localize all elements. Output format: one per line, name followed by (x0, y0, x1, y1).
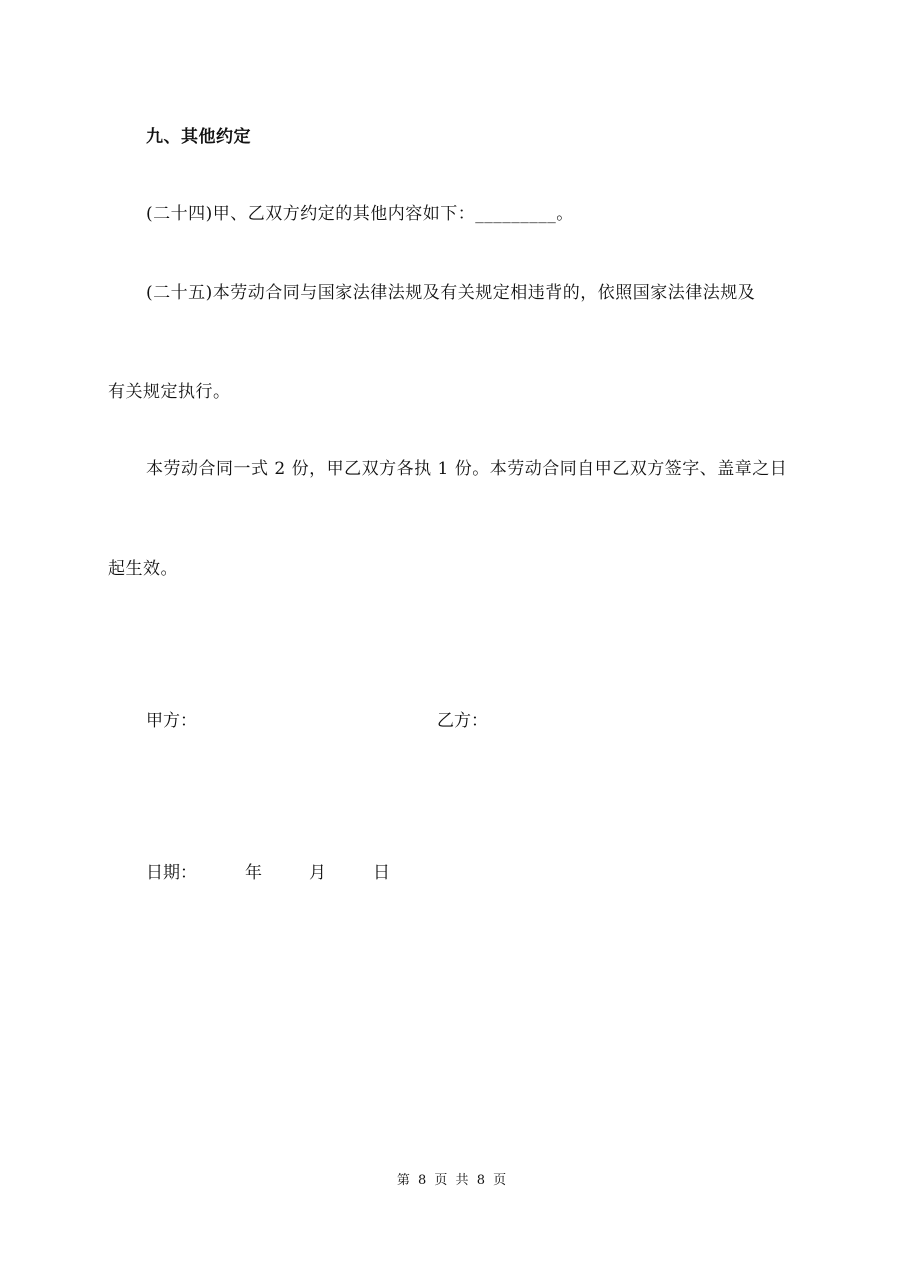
party-b-label: 乙方： (437, 711, 488, 731)
year-label: 年 (245, 863, 262, 883)
paragraph-24: (二十四)甲、乙双方约定的其他内容如下：_________。 (146, 204, 574, 224)
date-label: 日期： (146, 863, 197, 883)
day-label: 日 (373, 863, 390, 883)
paragraph-25-line-1: (二十五)本劳动合同与国家法律法规及有关规定相违背的，依照国家法律法规及 (146, 283, 756, 303)
copies-paragraph-line-2: 起生效。 (108, 559, 178, 579)
section-heading: 九、其他约定 (146, 127, 251, 147)
month-label: 月 (309, 863, 326, 883)
paragraph-25-line-2: 有关规定执行。 (108, 382, 231, 402)
party-a-label: 甲方： (146, 711, 197, 731)
copies-paragraph-line-1: 本劳动合同一式 2 份，甲乙双方各执 1 份。本劳动合同自甲乙双方签字、盖章之日 (146, 459, 788, 479)
page-footer: 第 8 页 共 8 页 (396, 1173, 509, 1188)
